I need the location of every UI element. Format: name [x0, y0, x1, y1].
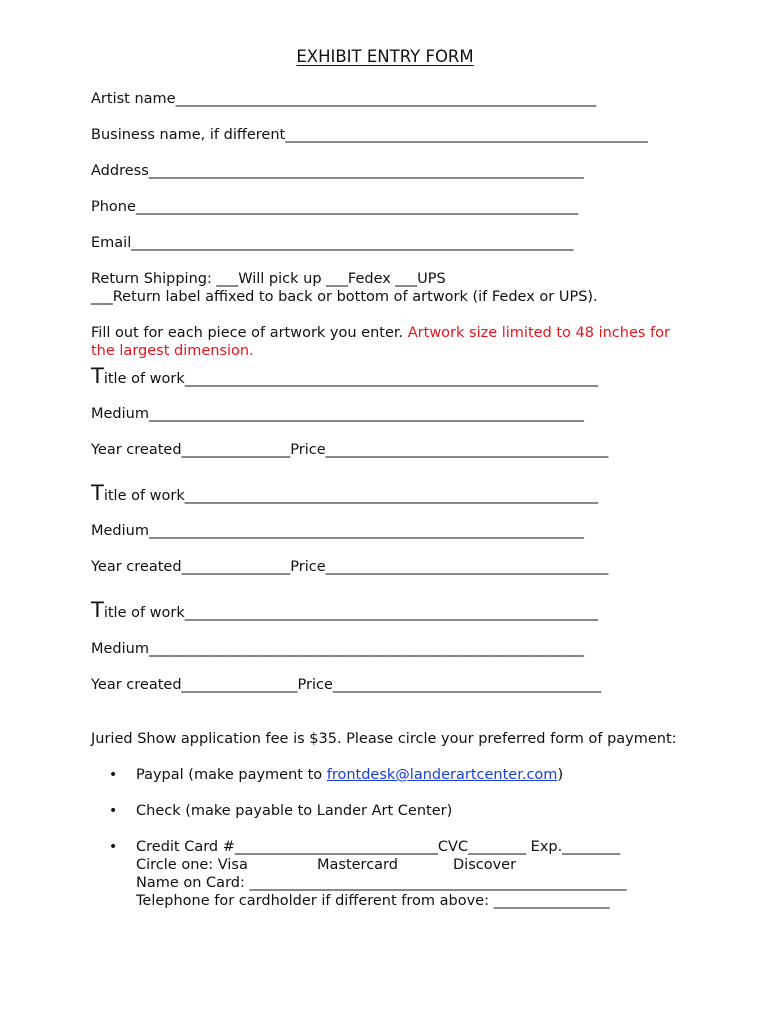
application-fee-text: Juried Show application fee is $35. Please circle your preferred form of payment: — [91, 731, 677, 747]
title-initial: T — [91, 481, 104, 505]
card-type-discover[interactable]: Discover — [453, 857, 517, 873]
card-type-row — [136, 856, 517, 874]
title-rest: itle of work_________________________________________________________ — [103, 488, 599, 504]
instructions-text: Fill out for each piece of artwork you enter. — [91, 325, 408, 341]
artwork-1-title-field[interactable] — [91, 364, 598, 391]
artwork-3-year-price-field[interactable]: Year created________________Price_____________________________________ — [91, 677, 602, 693]
card-type-mastercard[interactable]: Mastercard — [317, 857, 398, 873]
artwork-2-title-field[interactable] — [91, 481, 598, 508]
name-on-card-field[interactable]: Name on Card: ____________________________________________________ — [136, 875, 627, 891]
size-limit-notice: Artwork size limited to 48 inches for — [407, 325, 670, 341]
paypal-close: ) — [557, 767, 564, 783]
artwork-3-title-field[interactable] — [91, 598, 598, 625]
paypal-option — [136, 766, 563, 784]
artwork-instructions — [91, 324, 670, 342]
phone-field[interactable]: Phone_____________________________________________________________ — [91, 199, 579, 215]
size-limit-notice-cont: the largest dimension. — [91, 343, 254, 359]
title-initial: T — [91, 364, 104, 388]
bullet-icon: • — [109, 803, 118, 819]
email-field[interactable]: Email_____________________________________________________________ — [91, 235, 574, 251]
artwork-2-year-price-field[interactable]: Year created_______________Price_______________________________________ — [91, 559, 609, 575]
title-rest: itle of work_________________________________________________________ — [103, 371, 599, 387]
return-shipping-options[interactable]: Return Shipping: ___Will pick up ___Fedex ___UPS — [91, 271, 446, 287]
artwork-2-medium-field[interactable]: Medium____________________________________________________________ — [91, 523, 584, 539]
credit-card-field[interactable]: Credit Card #____________________________CVC________ Exp.________ — [136, 839, 621, 855]
artwork-1-year-price-field[interactable]: Year created_______________Price_______________________________________ — [91, 442, 609, 458]
paypal-email-link[interactable]: frontdesk@landerartcenter.com — [326, 767, 558, 783]
circle-one-visa[interactable]: Circle one: Visa — [136, 857, 248, 873]
artwork-1-medium-field[interactable]: Medium____________________________________________________________ — [91, 406, 584, 422]
return-label-option[interactable]: ___Return label affixed to back or bottom of artwork (if Fedex or UPS). — [91, 289, 598, 305]
form-title: EXHIBIT ENTRY FORM — [296, 47, 474, 66]
address-field[interactable]: Address____________________________________________________________ — [91, 163, 584, 179]
bullet-icon: • — [109, 839, 118, 855]
artist-name-field[interactable]: Artist name__________________________________________________________ — [91, 91, 597, 107]
cardholder-phone-field[interactable]: Telephone for cardholder if different from above: ________________ — [136, 893, 610, 909]
paypal-label: Paypal (make payment to — [136, 767, 327, 783]
artwork-3-medium-field[interactable]: Medium____________________________________________________________ — [91, 641, 584, 657]
title-rest: itle of work_________________________________________________________ — [103, 605, 599, 621]
title-initial: T — [91, 598, 104, 622]
check-option: Check (make payable to Lander Art Center) — [136, 803, 453, 819]
business-name-field[interactable]: Business name, if different__________________________________________________ — [91, 127, 648, 143]
bullet-icon: • — [109, 767, 118, 783]
